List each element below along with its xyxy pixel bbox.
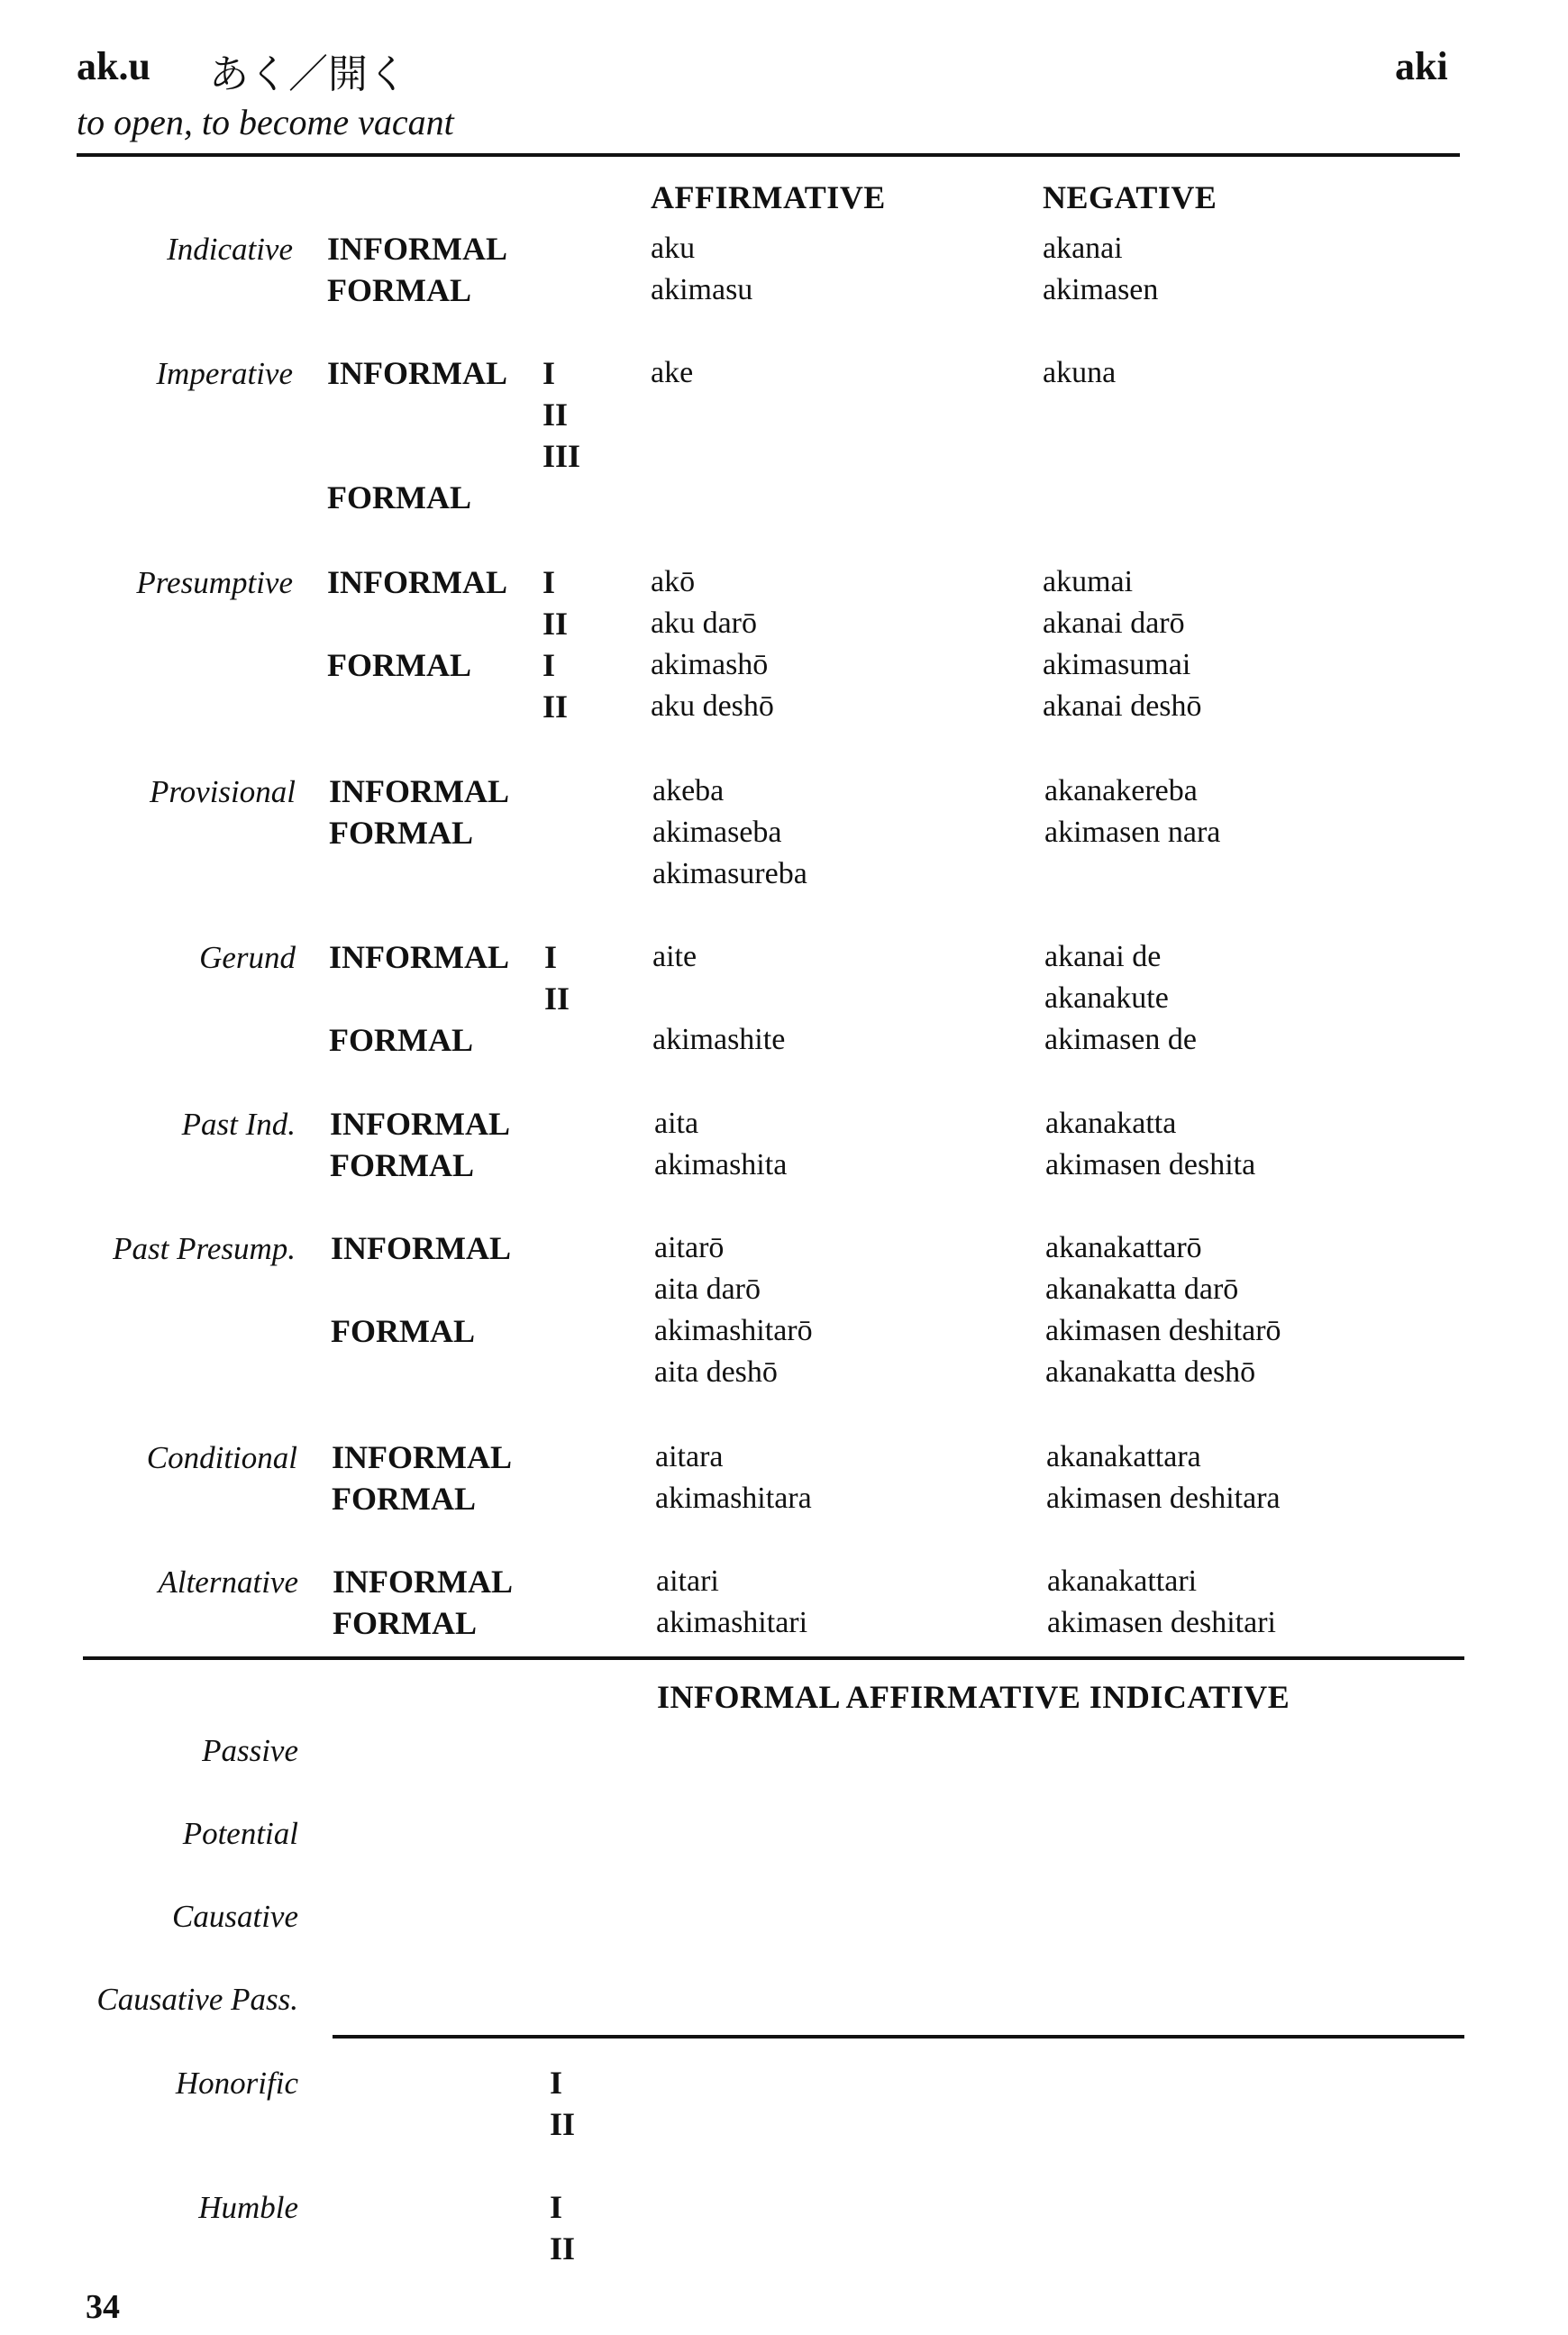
humble-sub-1: I — [550, 2189, 563, 2225]
presumptive-neg-4: akanai deshō — [1043, 689, 1202, 723]
presumptive-neg-1: akumai — [1043, 565, 1134, 598]
gerund-label: Gerund — [199, 940, 296, 975]
provisional-label: Provisional — [149, 774, 296, 809]
indicative-label: Indicative — [167, 232, 293, 267]
presumptive-sub-1: I — [542, 564, 556, 600]
presumptive-aff-4: aku deshō — [651, 689, 774, 723]
gerund-informal: INFORMAL — [329, 939, 509, 975]
presumptive-neg-2: akanai darō — [1043, 607, 1185, 640]
imperative-aff-1: ake — [651, 356, 694, 389]
past-presump-neg-3: akimasen deshitarō — [1045, 1314, 1281, 1347]
imperative-informal: INFORMAL — [327, 355, 507, 391]
gerund-aff-1: aite — [652, 940, 697, 973]
honorific-label: Honorific — [175, 2066, 298, 2101]
presumptive-formal: FORMAL — [327, 647, 471, 683]
indicative-aff-informal: aku — [651, 232, 696, 265]
gerund-neg-3: akimasen de — [1044, 1023, 1197, 1056]
indicative-neg-formal: akimasen — [1043, 273, 1159, 306]
past-presump-aff-2: aita darō — [654, 1272, 761, 1306]
conditional-aff-2: akimashitara — [655, 1482, 812, 1515]
headword: ak.u — [77, 44, 150, 88]
presumptive-sub-3: I — [542, 647, 556, 683]
indicative-neg-informal: akanai — [1043, 232, 1123, 265]
past-ind-neg-2: akimasen deshita — [1045, 1148, 1256, 1181]
alternative-neg-1: akanakattari — [1047, 1564, 1198, 1598]
conditional-informal: INFORMAL — [332, 1439, 512, 1475]
affirmative-header: AFFIRMATIVE — [651, 179, 886, 215]
alternative-formal: FORMAL — [333, 1605, 477, 1641]
past-presump-aff-3: akimashitarō — [654, 1314, 813, 1347]
past-ind-aff-1: aita — [654, 1107, 699, 1140]
presumptive-sub-2: II — [542, 606, 569, 642]
potential-label: Potential — [182, 1816, 298, 1851]
gerund-neg-1: akanai de — [1044, 940, 1162, 973]
past-presump-label: Past Presump. — [113, 1231, 296, 1266]
alternative-neg-2: akimasen deshitari — [1047, 1606, 1276, 1639]
humble-label: Humble — [198, 2190, 298, 2225]
presumptive-aff-2: aku darō — [651, 607, 758, 640]
past-presump-aff-1: aitarō — [654, 1231, 725, 1264]
header-rule — [77, 153, 1460, 157]
honorific-rule — [333, 2035, 1464, 2039]
past-presump-informal: INFORMAL — [331, 1230, 511, 1266]
gerund-formal: FORMAL — [329, 1022, 473, 1058]
conditional-neg-1: akanakattara — [1046, 1440, 1201, 1473]
past-presump-formal: FORMAL — [331, 1313, 475, 1349]
indicative-aff-formal: akimasu — [651, 273, 753, 306]
conditional-aff-1: aitara — [655, 1440, 724, 1473]
humble-sub-2: II — [550, 2230, 576, 2267]
provisional-neg-2: akimasen nara — [1044, 816, 1221, 849]
past-ind-formal: FORMAL — [330, 1147, 474, 1183]
causative-label: Causative — [172, 1899, 298, 1934]
past-ind-aff-2: akimashita — [654, 1148, 788, 1181]
gerund-sub-1: I — [544, 939, 558, 975]
section-rule — [83, 1656, 1464, 1660]
past-presump-aff-4: aita deshō — [654, 1355, 778, 1389]
honorific-sub-2: II — [550, 2106, 576, 2142]
gerund-aff-3: akimashite — [652, 1023, 786, 1056]
past-presump-neg-1: akanakattarō — [1045, 1231, 1202, 1264]
headword-kana: あく／開く — [209, 51, 407, 97]
provisional-neg-1: akanakereba — [1044, 774, 1198, 807]
presumptive-label: Presumptive — [136, 565, 293, 600]
provisional-aff-1: akeba — [652, 774, 725, 807]
past-ind-label: Past Ind. — [181, 1107, 296, 1142]
causative-pass-label: Causative Pass. — [96, 1982, 298, 2017]
presumptive-aff-1: akō — [651, 565, 696, 598]
conditional-label: Conditional — [146, 1440, 297, 1475]
indicative-formal: FORMAL — [327, 272, 471, 308]
provisional-aff-2: akimaseba — [652, 816, 782, 849]
past-ind-informal: INFORMAL — [330, 1106, 510, 1142]
imperative-sub-3: III — [542, 438, 581, 474]
honorific-sub-1: I — [550, 2065, 563, 2101]
page-number: 34 — [86, 2288, 120, 2326]
alternative-aff-2: akimashitari — [656, 1606, 808, 1639]
conditional-neg-2: akimasen deshitara — [1046, 1482, 1281, 1515]
provisional-informal: INFORMAL — [329, 773, 509, 809]
gloss: to open, to become vacant — [77, 102, 454, 142]
past-presump-neg-2: akanakatta darō — [1045, 1272, 1239, 1306]
stem: aki — [1395, 44, 1448, 88]
conditional-formal: FORMAL — [332, 1481, 476, 1517]
presumptive-informal: INFORMAL — [327, 564, 507, 600]
informal-affirmative-indicative-heading: INFORMAL AFFIRMATIVE INDICATIVE — [657, 1679, 1290, 1715]
imperative-formal: FORMAL — [327, 479, 471, 515]
imperative-sub-1: I — [542, 355, 556, 391]
presumptive-sub-4: II — [542, 689, 569, 725]
imperative-neg-1: akuna — [1043, 356, 1117, 389]
alternative-informal: INFORMAL — [333, 1564, 513, 1600]
gerund-neg-2: akanakute — [1044, 981, 1169, 1015]
provisional-formal: FORMAL — [329, 815, 473, 851]
alternative-aff-1: aitari — [656, 1564, 719, 1598]
negative-header: NEGATIVE — [1043, 179, 1217, 215]
past-presump-neg-4: akanakatta deshō — [1045, 1355, 1256, 1389]
alternative-label: Alternative — [158, 1564, 298, 1600]
gerund-sub-2: II — [544, 981, 570, 1017]
imperative-label: Imperative — [156, 356, 293, 391]
presumptive-aff-3: akimashō — [651, 648, 769, 681]
past-ind-neg-1: akanakatta — [1045, 1107, 1177, 1140]
presumptive-neg-3: akimasumai — [1043, 648, 1191, 681]
provisional-aff-3: akimasureba — [652, 857, 807, 890]
indicative-informal: INFORMAL — [327, 231, 507, 267]
imperative-sub-2: II — [542, 397, 569, 433]
passive-label: Passive — [202, 1733, 298, 1768]
